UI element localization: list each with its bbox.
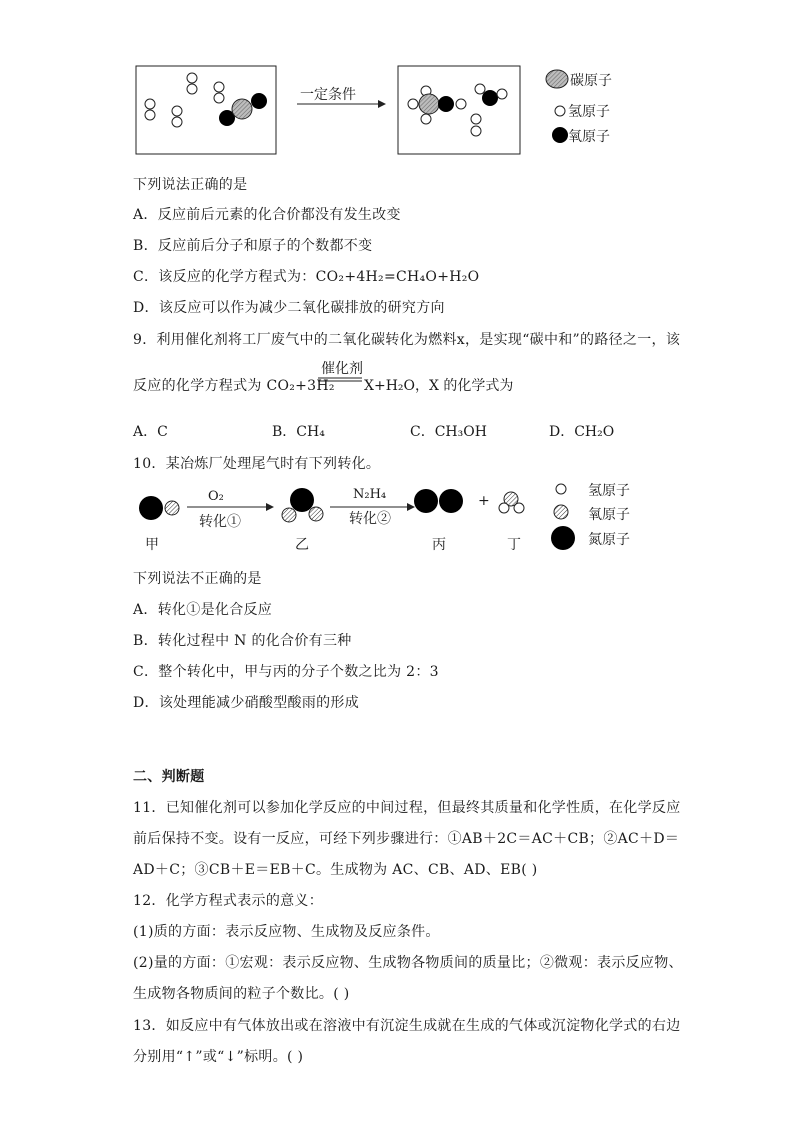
q10-prompt: 下列说法不正确的是 bbox=[133, 571, 262, 587]
reactants-box bbox=[136, 66, 276, 154]
species-jia-molecule bbox=[139, 496, 179, 520]
hydrogen-atom-legend-icon bbox=[556, 484, 566, 494]
q12-line2: (1)质的方面：表示反应物、生成物及反应条件。 bbox=[133, 924, 440, 940]
arrow2-bottom-label: 转化② bbox=[349, 511, 391, 527]
arrow1-bottom-label: 转化① bbox=[199, 514, 241, 530]
q9-option-d: D．CH₂O bbox=[549, 424, 615, 440]
q10-option-a: A．转化①是化合反应 bbox=[133, 602, 273, 618]
q8-option-b: B．反应前后分子和原子的个数都不变 bbox=[133, 238, 373, 254]
q12-line1: 12．化学方程式表示的意义： bbox=[133, 893, 324, 909]
q8-prompt: 下列说法正确的是 bbox=[133, 177, 248, 193]
nitrogen-atom-legend-icon bbox=[551, 526, 575, 550]
q10-option-b: B．转化过程中 N 的化合价有三种 bbox=[133, 633, 352, 649]
species-bing-molecule bbox=[414, 489, 463, 513]
hydrogen-molecule bbox=[145, 99, 155, 120]
legend-oxygen-label: 氧原子 bbox=[568, 129, 610, 145]
q10-option-d: D．该处理能减少硝酸型酸雨的形成 bbox=[133, 695, 360, 711]
q8-option-c: C．该反应的化学方程式为：CO₂+4H₂=CH₄O+H₂O bbox=[133, 269, 480, 285]
q9-line2-suffix: X+H₂O，X 的化学式为 bbox=[364, 378, 514, 394]
species-ding-label: 丁 bbox=[507, 537, 521, 553]
q9-line1: 9．利用催化剂将工厂废气中的二氧化碳转化为燃料x，是实现“碳中和”的路径之一，该 bbox=[133, 332, 681, 348]
legend-hydrogen-label-2: 氢原子 bbox=[588, 483, 630, 499]
species-ding-molecule bbox=[499, 492, 524, 513]
q8-option-a: A．反应前后元素的化合价都没有发生改变 bbox=[133, 207, 401, 223]
arrow-condition-label: 一定条件 bbox=[300, 87, 356, 103]
q13-line2: 分别用“↑”或“↓”标明。( ) bbox=[133, 1049, 304, 1065]
q9-line2-prefix: 反应的化学方程式为 CO₂+3H₂ bbox=[133, 378, 335, 394]
oxygen-atom-legend-icon bbox=[554, 505, 568, 519]
plus-sign: + bbox=[478, 493, 490, 509]
q9-option-b: B．CH₄ bbox=[272, 424, 325, 440]
reaction-diagram-1 bbox=[0, 0, 794, 170]
carbon-atom-legend-icon bbox=[546, 70, 568, 88]
water-molecule bbox=[475, 84, 507, 106]
q9-option-c: C．CH₃OH bbox=[410, 424, 487, 440]
legend-oxygen-label-2: 氧原子 bbox=[588, 507, 630, 523]
q13-line1: 13．如反应中有气体放出或在溶液中有沉淀生成就在生成的气体或沉淀物化学式的右边 bbox=[133, 1018, 681, 1034]
carbon-dioxide-molecule bbox=[219, 93, 267, 126]
products-box bbox=[398, 66, 520, 154]
species-yi-label: 乙 bbox=[295, 537, 309, 553]
q12-line3: (2)量的方面：①宏观：表示反应物、生成物各物质间的质量比；②微观：表示反应物、 bbox=[133, 955, 683, 971]
methanol-molecule bbox=[408, 86, 466, 124]
oxygen-atom-legend-icon bbox=[552, 127, 568, 143]
section-heading: 二、判断题 bbox=[133, 769, 205, 785]
species-yi-molecule bbox=[282, 488, 323, 522]
hydrogen-molecule bbox=[471, 114, 481, 136]
reaction-diagram-2 bbox=[0, 470, 794, 570]
arrow2-top-label: N₂H₄ bbox=[353, 487, 387, 502]
legend-carbon-label: 碳原子 bbox=[570, 73, 612, 89]
legend-nitrogen-label: 氮原子 bbox=[588, 532, 630, 548]
hydrogen-molecule bbox=[187, 73, 197, 94]
q12-line4: 生成物各物质间的粒子个数比。( ) bbox=[133, 986, 350, 1002]
arrow1-top-label: O₂ bbox=[208, 489, 224, 504]
q11-line3: AD＋C；③CB＋E＝EB＋C。生成物为 AC、CB、AD、EB( ) bbox=[133, 862, 538, 878]
species-jia-label: 甲 bbox=[145, 537, 159, 553]
q8-option-d: D．该反应可以作为减少二氧化碳排放的研究方向 bbox=[133, 300, 445, 316]
q9-catalyst-label: 催化剂 bbox=[321, 361, 363, 377]
q10-option-c: C．整个转化中，甲与丙的分子个数之比为 2：3 bbox=[133, 664, 439, 680]
legend-hydrogen-label: 氢原子 bbox=[568, 104, 610, 120]
hydrogen-atom-legend-icon bbox=[555, 106, 565, 116]
hydrogen-molecule bbox=[172, 106, 182, 127]
q9-option-a: A．C bbox=[133, 424, 168, 440]
q10-line1: 10．某冶炼厂处理尾气时有下列转化。 bbox=[133, 456, 381, 472]
q9-equals-sign bbox=[318, 377, 368, 385]
hydrogen-molecule bbox=[214, 82, 224, 103]
q11-line1: 11．已知催化剂可以参加化学反应的中间过程，但最终其质量和化学性质，在化学反应 bbox=[133, 800, 681, 816]
q11-line2: 前后保持不变。设有一反应，可经下列步骤进行：①AB＋2C＝AC＋CB；②AC＋D＝ bbox=[133, 831, 680, 847]
species-bing-label: 丙 bbox=[432, 537, 446, 553]
